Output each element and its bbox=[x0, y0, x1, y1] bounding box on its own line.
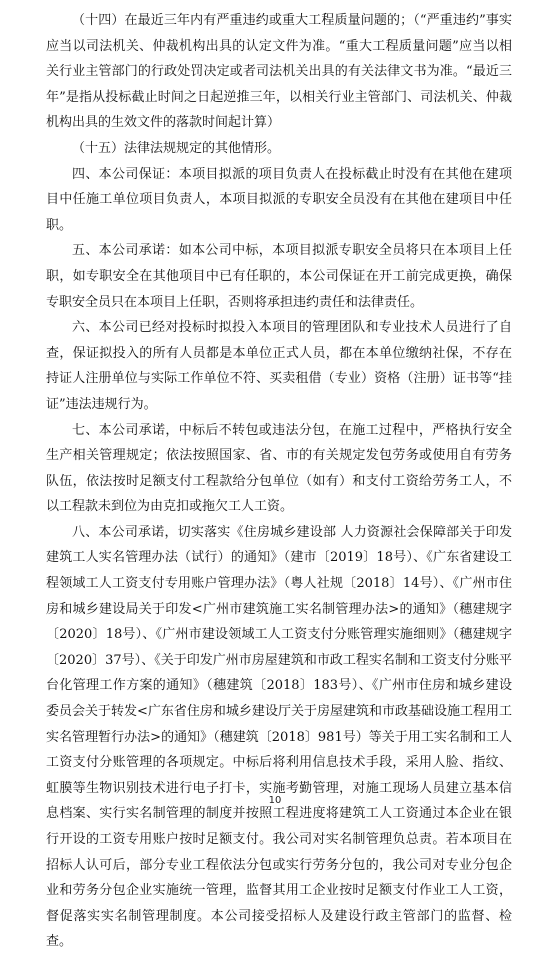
commitment-5-paragraph: 五、本公司承诺：如本公司中标，本项目拟派专职安全员将只在本项目上任职，如专职安全在其他项目中已有任职的，本公司保证在开工前完成更换，确保专职安全员只在本项目上任职，否则将承担违约责任和法律责任。 bbox=[46, 243, 512, 310]
guarantee-4-paragraph: 四、本公司保证：本项目拟派的项目负责人在投标截止时没有在其他在建项目中任施工单位项目负责人，本项目拟派的专职安全员没有在其他在建项目中任职。 bbox=[46, 166, 512, 233]
commitment-7-paragraph: 七、本公司承诺，中标后不转包或违法分包，在施工过程中，严格执行安全生产相关管理规定；依法按照国家、省、市的有关规定发包劳务或使用自有劳务队伍，依法按时足额支付工程款给分包单位（如有）和支付工资给劳务工人，不以工程款未到位为由克扣或拖欠工人工资。 bbox=[46, 422, 512, 515]
page-number: 10 bbox=[268, 795, 282, 806]
clause-15-paragraph: （十五）法律法规规定的其他情形。 bbox=[72, 140, 281, 156]
clause-14-paragraph: （十四）在最近三年内有严重违约或重大工程质量问题的；（“严重违约”事实应当以司法机关、仲裁机构出具的认定文件为准。“重大工程质量问题”应当以相关行业主管部门的行政处罚决定或者司法机关出具的有关法律文书为准。“最近三年”是指从投标截止时间之日起逆推三年，以相关行业主管部门、司法机关、仲裁机构出具的生效文件的落款时间起计算） bbox=[46, 13, 512, 131]
self-check-6-paragraph: 六、本公司已经对投标时拟投入本项目的管理团队和专业技术人员进行了自查，保证拟投入的所有人员都是本单位正式人员，都在本单位缴纳社保，不存在持证人注册单位与实际工作单位不符、买卖租借（专业）资格（注册）证书等“挂证”违法违规行为。 bbox=[46, 320, 512, 412]
commitment-8-paragraph: 八、本公司承诺，切实落实《住房城乡建设部 人力资源社会保障部关于印发建筑工人实名管理办法（试行）的通知》（建市〔2019〕18号）、《广东省建设工程领域工人工资支付专用账户管理办法》（粤人社规〔2018〕14号）、《广州市住房和城乡建设局关于印发<广州市建筑施工实名制管理办法>的通知》（穗建规字〔2020〕18号）、《广州市建设领域工人工资支付分账管理实施细则》（穗建规字〔2020〕37号）、《关于印发广州市房屋建筑和市政工程实名制和工资支付分账平台化管理工作方案的通知》（穗建筑〔2018〕183号）、《广州市住房和城乡建设委员会关于转发<广东省住房和城乡建设厅关于房屋建筑和市政基础设施工程用工实名管理暂行办法>的通知》（穗建筑〔2018〕981号）等关于用工实名制和工人工资支付分账管理的各项规定。中标后将利用信息技术手段，采用人脸、指纹、虹膜等生物识别技术进行电子打卡，实施考勤管理，对施工现场人员建立基本信息档案、实行实名制管理的制度并按照工程进度将建筑工人工资通过本企业在银行开设的工资专用账户按时足额支付。我公司对实名制管理负总责。若本项目在招标人认可后，部分专业工程依法分包或实行劳务分包的，我公司对专业分包企业和劳务分包企业实施统一管理，监督其用工企业按时足额支付作业工人工资，督促落实实名制管理制度。本公司接受招标人及建设行政主管部门的监督、检查。 bbox=[46, 524, 512, 950]
document-body bbox=[46, 8, 512, 955]
